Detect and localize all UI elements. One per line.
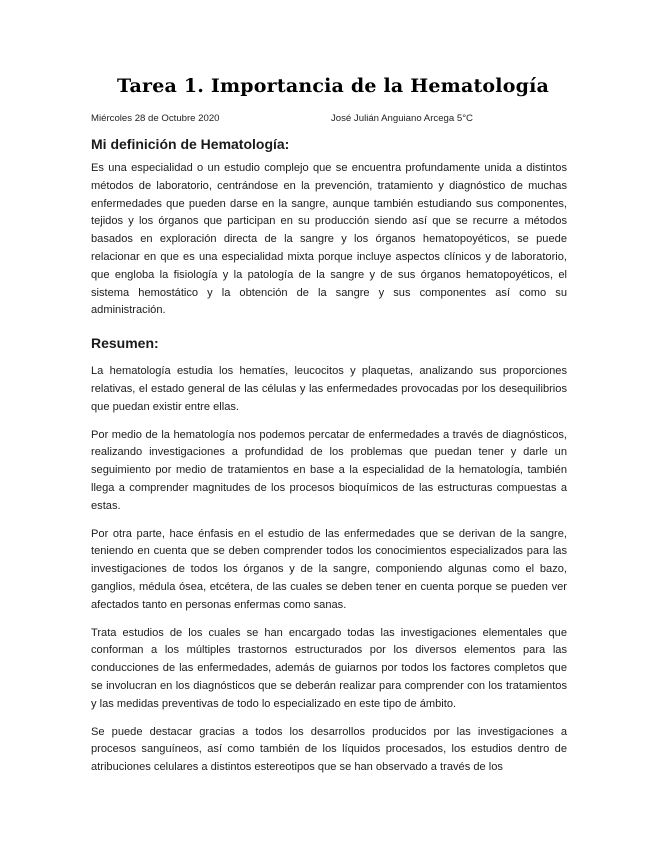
summary-paragraph: Trata estudios de los cuales se han encargado todas las investigaciones elementales que conforman a los múltiples trastornos estructurados por los diversos elementos para las conducciones de las enfermedades, además de guiarnos por todos los factores completos que se involucran en los diagnósticos que se deberán realizar para comprender con los tratamientos y las medidas preventivas de todo lo especializado en este tipo de ámbito. <box>91 626 567 710</box>
summary-paragraph: Se puede destacar gracias a todos los desarrollos producidos por las investigaciones a procesos sanguíneos, así como también de los líquidos procesados, los estudios dentro de atribuciones celulares a distintos estereotipos que se han observado a través de los <box>91 725 567 774</box>
document-meta <box>91 112 567 126</box>
document-title: Tarea 1. Importancia de la Hematología <box>116 75 550 97</box>
document-author: José Julián Anguiano Arcega 5°C <box>331 113 473 124</box>
document-date: Miércoles 28 de Octubre 2020 <box>91 113 220 124</box>
definition-paragraph: Es una especialidad o un estudio complejo que se encuentra profundamente unida a distintos métodos de laboratorio, centrándose en la prevención, tratamiento y diagnóstico de muchas enfermedades que pueden darse en la sangre, aunque también estudiando sus componentes, tejidos y los órganos que participan en su producción siendo así que se recurre a métodos basados en exploración directa de la sangre y los órganos hematopoyéticos, se puede relacionar en que es una especialidad mixta porque incluye aspectos clínicos y de laboratorio, que engloba la fisiología y la patología de la sangre y de sus órganos hematopoyéticos, el sistema hemostático y la obtención de la sangre y sus componentes así como su administración. <box>91 162 567 317</box>
summary-paragraph: Por otra parte, hace énfasis en el estudio de las enfermedades que se derivan de la sangre, teniendo en cuenta que se deben comprender todos los conocimientos especializados para las investigaciones de todos los órganos y de la sangre, componiendo algunas como el bazo, ganglios, médula ósea, etcétera, de las cuales se deben tener en cuenta porque se pueden ver afectados tanto en personas enfermas como sanas. <box>91 527 567 611</box>
summary-heading: Resumen: <box>91 335 159 352</box>
definition-heading: Mi definición de Hematología: <box>91 136 290 152</box>
summary-paragraph: La hematología estudia los hematíes, leucocitos y plaquetas, analizando sus proporciones relativas, el estado general de las células y las enfermedades provocadas por los desequilibrios que puedan existir entre ellas. <box>91 365 567 413</box>
summary-paragraph: Por medio de la hematología nos podemos percatar de enfermedades a través de diagnósticos, realizando investigaciones a profundidad de los problemas que puedan tener y darle un seguimiento por medio de tratamientos en base a la especialidad de la hematología, también llega a comprender magnitudes de los procesos bioquímicos de las estructuras compuestas a estas. <box>91 428 567 512</box>
